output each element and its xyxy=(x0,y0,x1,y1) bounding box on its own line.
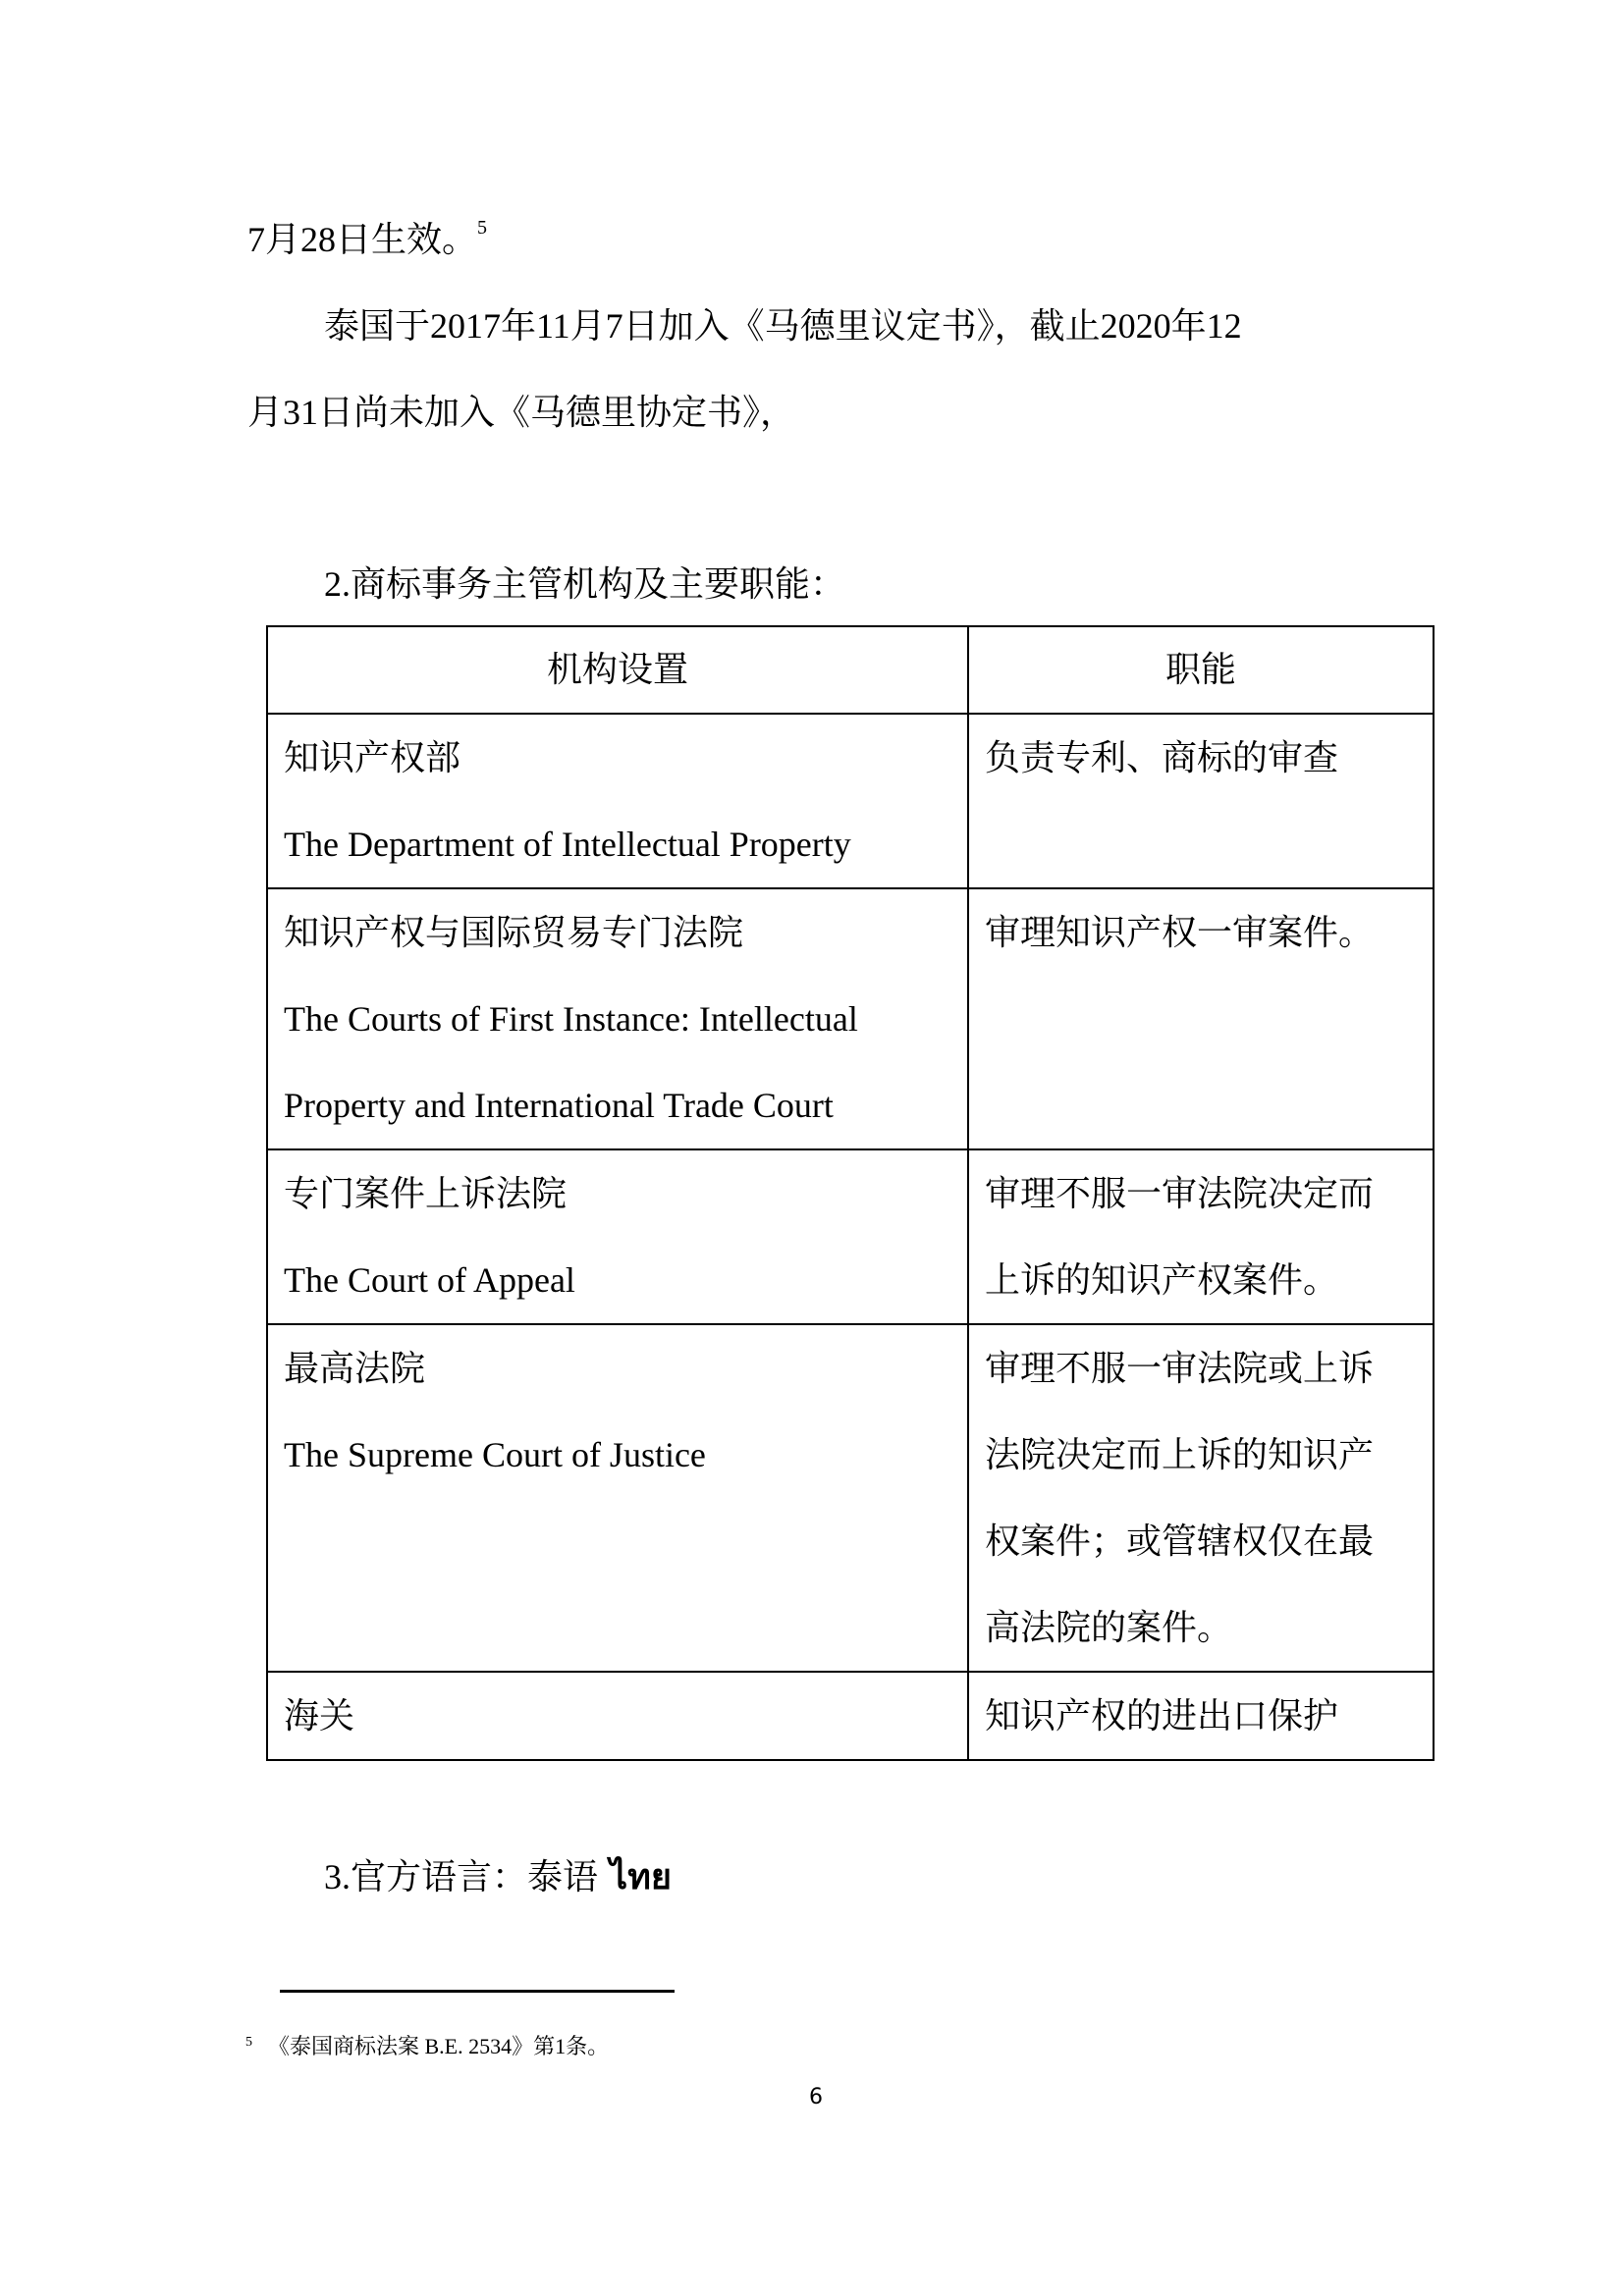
section-3-heading xyxy=(324,1855,672,1899)
cell-organization xyxy=(267,1324,968,1672)
table-row xyxy=(267,888,1434,1149)
cell-organization xyxy=(267,1672,968,1760)
cell-line: The Courts of First Instance: Intellectual xyxy=(284,999,858,1039)
section-2-heading: 2.商标事务主管机构及主要职能： xyxy=(324,564,846,604)
text-line-effective-date xyxy=(247,218,487,261)
cell-line: 负责专利、商标的审查 xyxy=(985,738,1339,777)
cell-line: 审理不服一审法院决定而 xyxy=(985,1174,1375,1213)
cell-line: 审理不服一审法院或上诉 xyxy=(985,1349,1375,1388)
cell-organization xyxy=(267,1149,968,1324)
table-row xyxy=(267,1324,1434,1672)
table-header-row xyxy=(267,626,1434,714)
cell-line: 上诉的知识产权案件。 xyxy=(985,1260,1339,1300)
footnote-text: 《泰国商标法案 B.E. 2534》第1条。 xyxy=(268,2034,610,2058)
cell-line: 法院决定而上诉的知识产 xyxy=(985,1435,1375,1474)
cell-organization xyxy=(267,888,968,1149)
header-organization: 机构设置 xyxy=(267,626,968,714)
cell-function xyxy=(968,1672,1434,1760)
text: 7月28日生效。 xyxy=(247,220,478,259)
footnote-separator xyxy=(280,1990,675,1993)
cell-line: 海关 xyxy=(284,1696,355,1735)
cell-line: 高法院的案件。 xyxy=(985,1608,1233,1647)
cell-line: 知识产权部 xyxy=(284,738,461,777)
paragraph-line-1: 泰国于2017年11月7日加入《马德里议定书》，截止2020年12 xyxy=(324,306,1242,346)
header-function: 职能 xyxy=(968,626,1434,714)
cell-line: 权案件；或管辖权仅在最 xyxy=(985,1522,1375,1561)
page-number: 6 xyxy=(809,2085,823,2109)
cell-line: 知识产权与国际贸易专门法院 xyxy=(284,913,744,952)
cell-line: The Supreme Court of Justice xyxy=(284,1435,706,1474)
authorities-table xyxy=(266,625,1435,1761)
footnote xyxy=(245,2028,609,2061)
cell-organization xyxy=(267,714,968,888)
cell-line: 最高法院 xyxy=(284,1349,426,1388)
cell-line: 专门案件上诉法院 xyxy=(284,1174,568,1213)
footnote-ref[interactable]: 5 xyxy=(477,217,488,239)
table-row xyxy=(267,1672,1434,1760)
cell-line: The Department of Intellectual Property xyxy=(284,825,851,864)
paragraph-line-2: 月31日尚未加入《马德里协定书》， xyxy=(247,393,796,432)
thai-word: ไทย xyxy=(610,1857,672,1897)
text: 3.官方语言：泰语 xyxy=(324,1857,599,1896)
cell-line: 知识产权的进出口保护 xyxy=(985,1696,1339,1735)
cell-line: The Court of Appeal xyxy=(284,1260,575,1300)
cell-line: 审理知识产权一审案件。 xyxy=(985,913,1375,952)
cell-line: Property and International Trade Court xyxy=(284,1086,834,1125)
footnote-mark: 5 xyxy=(245,2035,252,2050)
cell-function xyxy=(968,714,1434,888)
cell-function xyxy=(968,888,1434,1149)
table-row xyxy=(267,714,1434,888)
cell-function xyxy=(968,1149,1434,1324)
table-row xyxy=(267,1149,1434,1324)
cell-function xyxy=(968,1324,1434,1672)
